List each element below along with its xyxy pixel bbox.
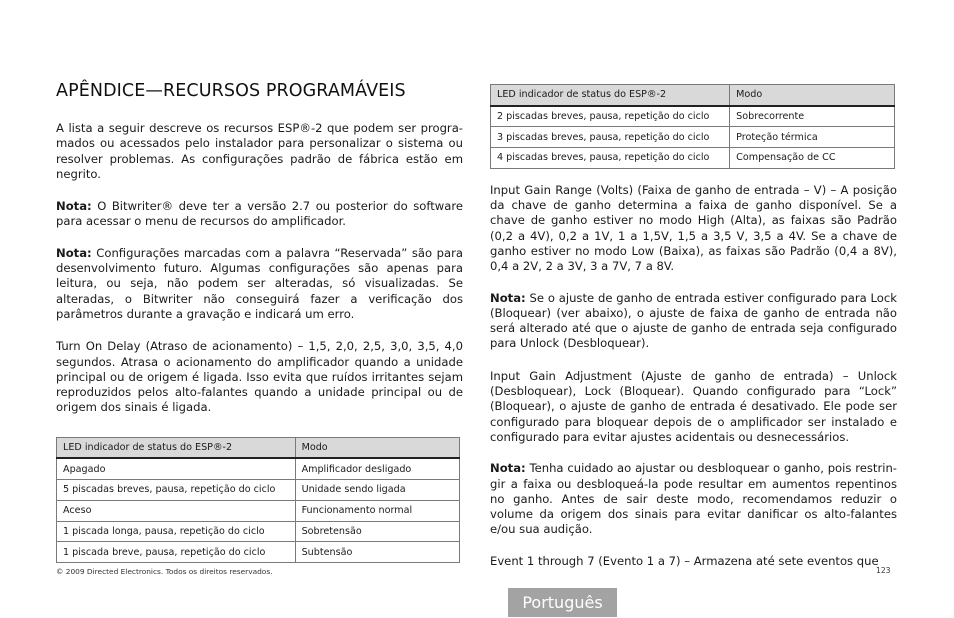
- copyright-footer: © 2009 Directed Electronics. Todos os direitos reservados.: [56, 567, 273, 576]
- led-cell: Aceso: [57, 500, 296, 521]
- table-header-row: [57, 437, 460, 458]
- table-row: [57, 542, 460, 563]
- mode-cell: Subtensão: [295, 542, 459, 563]
- mode-cell: Compensação de CC: [730, 148, 895, 169]
- column-header-mode: Modo: [295, 437, 459, 458]
- mode-cell: Unidade sendo ligada: [295, 480, 459, 501]
- mode-cell: Sobretensão: [295, 521, 459, 542]
- language-tab: Português: [508, 588, 617, 617]
- note-label: Nota:: [490, 290, 526, 305]
- event-paragraph: Event 1 through 7 (Evento 1 a 7) – Armazena até sete eventos que: [490, 553, 879, 568]
- page-number: 123: [876, 566, 891, 575]
- led-cell: 5 piscadas breves, pausa, repetição do ciclo: [57, 480, 296, 501]
- mode-cell: Sobrecorrente: [730, 106, 895, 127]
- note-label: Nota:: [56, 245, 92, 260]
- right-column: [490, 84, 897, 569]
- input-gain-range-paragraph: Input Gain Range (Volts) (Faixa de ganho de entrada – V) – A posição da chave de ganho determina a faixa de ganho disponível. Se a chave de ganho estiver no modo High (Alta), as faixas são Padrão (0,2 a 4V), 0,2 a 1V, 1 a 1,5V, 1,5 a 3,5 V, 3,5 a 4V. Se a chave de ganho estiver no modo Low (Baixa), as faixas são Padrão (0,4 a 8V), 0,4 a 2V, 2 a 3V, 3 a 7V, 7 a 8V.: [490, 182, 897, 274]
- column-header-mode: Modo: [730, 85, 895, 106]
- note-bitwriter-version: [56, 199, 463, 230]
- note-text: Configurações marcadas com a palavra “Reservada” são para desenvolvimento futuro. Algumas configurações são apenas para leitura, ou seja, não podem ser alteradas, só visualizadas. Se alteradas, o Bitwriter não conseguirá fazer a verificação dos parâmetros durante a gravação e indicará um erro.: [56, 245, 463, 321]
- note-text: O Bitwriter® deve ter a versão 2.7 ou posterior do software para acessar o menu de recursos do amplificador.: [56, 199, 463, 229]
- mode-cell: Proteção térmica: [730, 127, 895, 148]
- note-text: Tenha cuidado ao ajustar ou desbloquear o ganho, pois restrin-gir a faixa ou desbloqueá-la pode resultar em aumentos repentinos no ganho. Antes de sair deste modo, recomendamos reduzir o volume da origem dos sinais para evitar danificar os alto-falantes e/ou sua audição.: [490, 461, 897, 537]
- mode-cell: Funcionamento normal: [295, 500, 459, 521]
- led-cell: Apagado: [57, 458, 296, 479]
- input-gain-adjustment-paragraph: Input Gain Adjustment (Ajuste de ganho de entrada) – Unlock (Desbloquear), Lock (Bloquear). Quando configurado para “Lock” (Bloquear), o ajuste de ganho de entrada é desativado. Ele pode ser configurado para bloquear depois de o amplificador ser instalado e configurado para evitar ajustes acidentais ou desnecessários.: [490, 368, 897, 444]
- led-status-table-2: [490, 84, 895, 169]
- turn-on-delay-paragraph: Turn On Delay (Atraso de acionamento) – 1,5, 2,0, 2,5, 3,0, 3,5, 4,0 segundos. Atrasa o acionamento do amplificador quando a unidade principal ou de origem é ligada. Isso evita que ruídos irritantes sejam reproduzidos pelos alto-falantes quando a unidade principal ou de origem dos sinais é ligada.: [56, 339, 463, 415]
- table-row: [57, 521, 460, 542]
- column-header-led: LED indicador de status do ESP®-2: [491, 85, 730, 106]
- table-header-row: [491, 85, 895, 106]
- intro-paragraph: A lista a seguir descreve os recursos ESP®-2 que podem ser progra-mados ou acessados pelo instalador para personalizar o sistema ou resolver problemas. As configurações padrão de fábrica estão em negrito.: [56, 121, 463, 181]
- table-row: [491, 106, 895, 127]
- note-gain-lock: [490, 291, 897, 352]
- led-status-table-1: [56, 437, 460, 563]
- column-header-led: LED indicador de status do ESP®-2: [57, 437, 296, 458]
- note-reserved-settings: [56, 246, 463, 322]
- page-title: APÊNDICE—RECURSOS PROGRAMÁVEIS: [56, 81, 406, 101]
- note-gain-caution: [490, 461, 897, 537]
- note-label: Nota:: [56, 199, 92, 214]
- led-cell: 4 piscadas breves, pausa, repetição do ciclo: [491, 148, 730, 169]
- left-column: [56, 80, 463, 563]
- mode-cell: Amplificador desligado: [295, 458, 459, 479]
- led-cell: 3 piscadas breves, pausa, repetição do ciclo: [491, 127, 730, 148]
- table-row: [57, 500, 460, 521]
- led-cell: 1 piscada breve, pausa, repetição do ciclo: [57, 542, 296, 563]
- note-text: Se o ajuste de ganho de entrada estiver configurado para Lock (Bloquear) (ver abaixo), o ajuste de faixa de ganho de entrada não será alterado até que o ajuste de ganho de entrada seja configurado para Unlock (Desbloquear).: [490, 290, 897, 351]
- led-cell: 2 piscadas breves, pausa, repetição do ciclo: [491, 106, 730, 127]
- table-row: [491, 127, 895, 148]
- table-row: [57, 480, 460, 501]
- led-cell: 1 piscada longa, pausa, repetição do ciclo: [57, 521, 296, 542]
- note-label: Nota:: [490, 461, 526, 476]
- table-row: [491, 148, 895, 169]
- table-row: [57, 458, 460, 479]
